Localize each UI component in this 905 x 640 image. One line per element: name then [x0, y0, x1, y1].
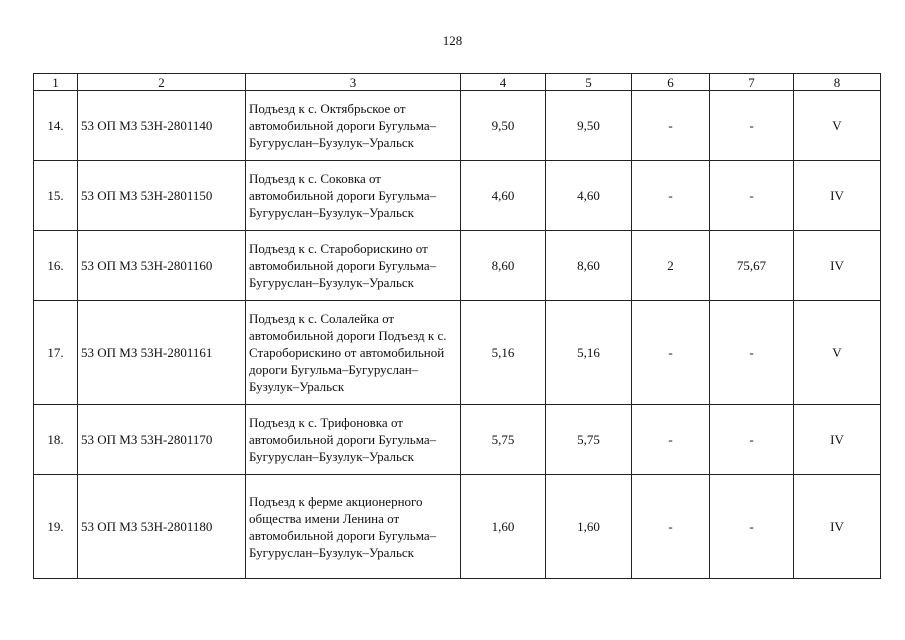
- column-header: 7: [710, 74, 794, 91]
- roads-table: [33, 73, 881, 579]
- cell-col4: 4,60: [461, 161, 546, 231]
- cell-col5: 4,60: [546, 161, 632, 231]
- road-name: Подъезд к с. Октябрьское от автомобильной дороги Бугульма–Бугуруслан–Бузулук–Уральск: [246, 91, 461, 161]
- table-row: [34, 91, 881, 161]
- cell-col4: 9,50: [461, 91, 546, 161]
- cell-col5: 9,50: [546, 91, 632, 161]
- cell-col4: 5,16: [461, 301, 546, 405]
- cell-col6: -: [632, 161, 710, 231]
- column-header: 5: [546, 74, 632, 91]
- road-code: 53 ОП МЗ 53Н-2801140: [78, 91, 246, 161]
- cell-col8: V: [794, 301, 881, 405]
- road-name: Подъезд к с. Староборискино от автомобильной дороги Бугульма–Бугуруслан–Бузулук–Уральск: [246, 231, 461, 301]
- row-number: 14.: [34, 91, 78, 161]
- road-code: 53 ОП МЗ 53Н-2801160: [78, 231, 246, 301]
- road-code: 53 ОП МЗ 53Н-2801150: [78, 161, 246, 231]
- cell-col8: IV: [794, 475, 881, 579]
- row-number: 18.: [34, 405, 78, 475]
- page-number: 128: [442, 33, 463, 48]
- cell-col6: -: [632, 91, 710, 161]
- column-header: 8: [794, 74, 881, 91]
- cell-col8: IV: [794, 405, 881, 475]
- road-code: 53 ОП МЗ 53Н-2801161: [78, 301, 246, 405]
- cell-col7: -: [710, 161, 794, 231]
- cell-col8: IV: [794, 231, 881, 301]
- road-name: Подъезд к с. Соковка от автомобильной дороги Бугульма–Бугуруслан–Бузулук–Уральск: [246, 161, 461, 231]
- table-row: [34, 231, 881, 301]
- road-code: 53 ОП МЗ 53Н-2801180: [78, 475, 246, 579]
- column-header: 6: [632, 74, 710, 91]
- table-row: [34, 301, 881, 405]
- road-code: 53 ОП МЗ 53Н-2801170: [78, 405, 246, 475]
- cell-col7: -: [710, 405, 794, 475]
- column-header: 3: [246, 74, 461, 91]
- cell-col6: -: [632, 475, 710, 579]
- table-row: [34, 161, 881, 231]
- cell-col7: -: [710, 475, 794, 579]
- row-number: 15.: [34, 161, 78, 231]
- road-name: Подъезд к ферме акционерного общества имени Ленина от автомобильной дороги Бугульма–Бугуруслан–Бузулук–Уральск: [246, 475, 461, 579]
- cell-col8: IV: [794, 161, 881, 231]
- cell-col4: 5,75: [461, 405, 546, 475]
- cell-col7: -: [710, 301, 794, 405]
- cell-col6: -: [632, 301, 710, 405]
- cell-col5: 5,16: [546, 301, 632, 405]
- column-header: 2: [78, 74, 246, 91]
- cell-col7: 75,67: [710, 231, 794, 301]
- row-number: 16.: [34, 231, 78, 301]
- column-header: 4: [461, 74, 546, 91]
- cell-col5: 5,75: [546, 405, 632, 475]
- road-name: Подъезд к с. Солалейка от автомобильной дороги Подъезд к с. Староборискино от автомобильной дороги Бугульма–Бугуруслан–Бузулук–Уральск: [246, 301, 461, 405]
- cell-col8: V: [794, 91, 881, 161]
- cell-col7: -: [710, 91, 794, 161]
- table-row: [34, 475, 881, 579]
- cell-col4: 8,60: [461, 231, 546, 301]
- column-header: 1: [34, 74, 78, 91]
- cell-col5: 8,60: [546, 231, 632, 301]
- cell-col6: -: [632, 405, 710, 475]
- cell-col6: 2: [632, 231, 710, 301]
- row-number: 19.: [34, 475, 78, 579]
- road-name: Подъезд к с. Трифоновка от автомобильной дороги Бугульма–Бугуруслан–Бузулук–Уральск: [246, 405, 461, 475]
- table-row: [34, 405, 881, 475]
- cell-col5: 1,60: [546, 475, 632, 579]
- row-number: 17.: [34, 301, 78, 405]
- cell-col4: 1,60: [461, 475, 546, 579]
- header-row: [34, 74, 881, 91]
